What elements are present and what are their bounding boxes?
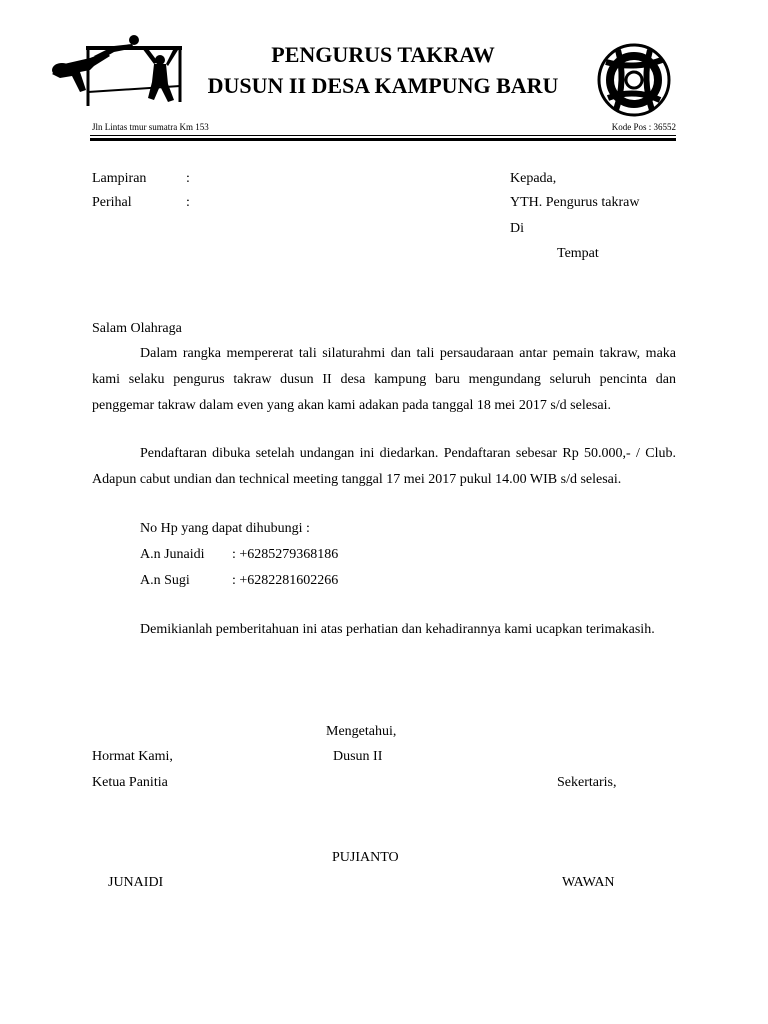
paragraph-invitation	[92, 341, 676, 419]
signer-pujianto: PUJIANTO	[332, 850, 399, 865]
sign-sekretaris: Sekertaris,	[557, 775, 617, 790]
letterhead-title-line2: DUSUN II DESA KAMPUNG BARU	[207, 73, 559, 98]
signer-junaidi: JUNAIDI	[108, 875, 164, 890]
sign-ketua-panitia: Ketua Panitia	[92, 775, 168, 790]
paragraph-closing	[92, 617, 676, 643]
perihal-label: Perihal	[92, 195, 132, 210]
letterhead-address: Jln Lintas tmur sumatra Km 153	[92, 122, 209, 132]
signer-wawan: WAWAN	[562, 875, 615, 890]
paragraph-registration-text: Pendaftaran dibuka setelah undangan ini diedarkan. Pendaftaran sebesar Rp 50.000,- / Club. Adapun cabut undian dan technical meeting tanggal 17 mei 2017 pukul 14.00 WIB s/d selesai.	[92, 446, 676, 487]
recipient-di: Di	[510, 221, 524, 236]
letterhead-divider-thick	[90, 138, 676, 141]
recipient-tempat: Tempat	[557, 246, 599, 261]
sign-hormat-kami: Hormat Kami,	[92, 749, 173, 764]
sign-dusun: Dusun II	[333, 749, 383, 764]
paragraph-registration	[92, 441, 676, 493]
greeting: Salam Olahraga	[92, 321, 182, 336]
contact-phone-2: : +6282281602266	[232, 573, 339, 588]
contact-name-2: A.n Sugi	[140, 573, 190, 588]
rattan-takraw-ball-icon	[592, 40, 676, 120]
paragraph-invitation-text: Dalam rangka mempererat tali silaturahmi dan tali persaudaraan antar pemain takraw, maka kami selaku pengurus takraw dusun II desa kampung baru mengundang seluruh pencinta dan penggemar takraw dalam even yang akan kami adakan pada tanggal 18 mei 2017 s/d selesai.	[92, 346, 676, 413]
recipient-name: YTH. Pengurus takraw	[510, 195, 640, 210]
sign-mengetahui: Mengetahui,	[326, 724, 397, 739]
lampiran-colon: :	[186, 171, 190, 186]
contact-intro: No Hp yang dapat dihubungi :	[140, 521, 310, 536]
contact-phone-1: : +6285279368186	[232, 547, 339, 562]
paragraph-closing-text: Demikianlah pemberitahuan ini atas perhatian dan kehadirannya kami ucapkan terimakasih.	[140, 622, 655, 637]
letterhead-title-line1: PENGURUS TAKRAW	[271, 42, 495, 67]
letterhead-divider-thin	[90, 135, 676, 136]
lampiran-label: Lampiran	[92, 171, 147, 186]
perihal-colon: :	[186, 195, 190, 210]
recipient-kepada: Kepada,	[510, 171, 557, 186]
letterhead-postal-code: Kode Pos : 36552	[611, 122, 676, 132]
contact-name-1: A.n Junaidi	[140, 547, 205, 562]
